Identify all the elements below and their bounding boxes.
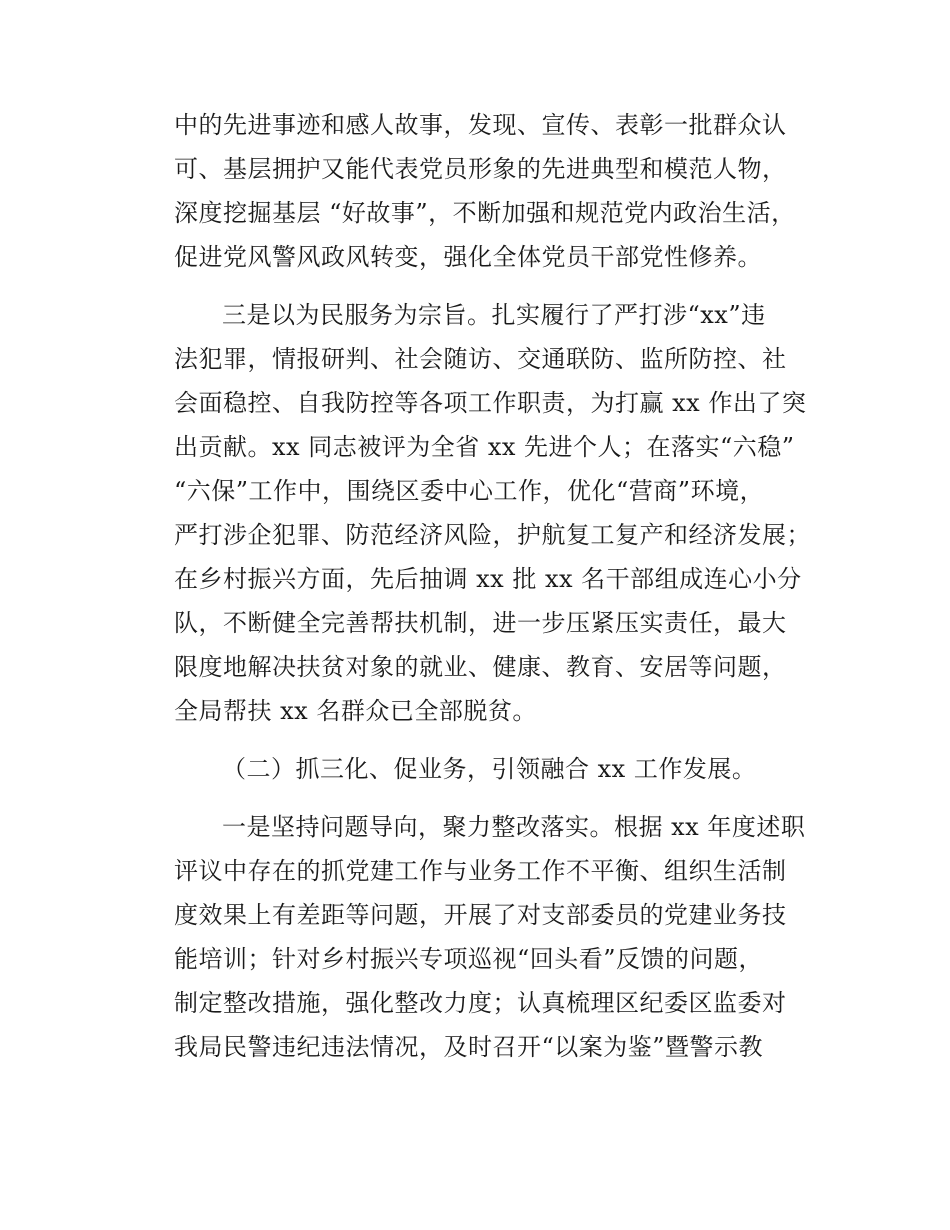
text-line: 会面稳控、自我防控等各项工作职责，为打赢 xx 作出了突	[174, 389, 807, 417]
section-heading: （二）抓三化、促业务，引领融合 xx 工作发展。	[222, 755, 757, 783]
text-line: 度效果上有差距等问题，开展了对支部委员的党建业务技	[174, 901, 787, 929]
text-line: “六保”工作中，围绕区委中心工作，优化“营商”环境，	[174, 477, 765, 505]
text-line: 可、基层拥护又能代表党员形象的先进典型和模范人物，	[174, 155, 787, 183]
text-line: 严打涉企犯罪、防范经济风险，护航复工复产和经济发展；	[174, 521, 811, 549]
text-line: 在乡村振兴方面，先后抽调 xx 批 xx 名干部组成连心小分	[174, 565, 802, 593]
text-line: 促进党风警风政风转变，强化全体党员干部党性修养。	[174, 243, 762, 271]
text-line: 能培训；针对乡村振兴专项巡视“回头看”反馈的问题，	[174, 945, 764, 973]
paragraph-start-line: 一是坚持问题导向，聚力整改落实。根据 xx 年度述职	[222, 813, 806, 841]
paragraph-start-line: 三是以为民服务为宗旨。扎实履行了严打涉“xx”违	[222, 301, 766, 329]
text-line: 队，不断健全完善帮扶机制，进一步压紧压实责任，最大	[174, 609, 787, 637]
text-line: 制定整改措施，强化整改力度；认真梳理区纪委区监委对	[174, 989, 787, 1017]
text-line: 全局帮扶 xx 名群众已全部脱贫。	[174, 697, 537, 725]
text-line: 法犯罪，情报研判、社会随访、交通联防、监所防控、社	[174, 345, 787, 373]
text-line: 出贡献。xx 同志被评为全省 xx 先进个人；在落实“六稳”	[174, 433, 795, 461]
text-line: 评议中存在的抓党建工作与业务工作不平衡、组织生活制	[174, 857, 787, 885]
text-line: 中的先进事迹和感人故事，发现、宣传、表彰一批群众认	[174, 111, 787, 139]
text-line: 限度地解决扶贫对象的就业、健康、教育、安居等问题，	[174, 653, 787, 681]
text-line: 我局民警违纪违法情况，及时召开“以案为鉴”暨警示教	[174, 1033, 764, 1061]
text-line: 深度挖掘基层 “好故事”，不断加强和规范党内政治生活，	[174, 199, 796, 227]
